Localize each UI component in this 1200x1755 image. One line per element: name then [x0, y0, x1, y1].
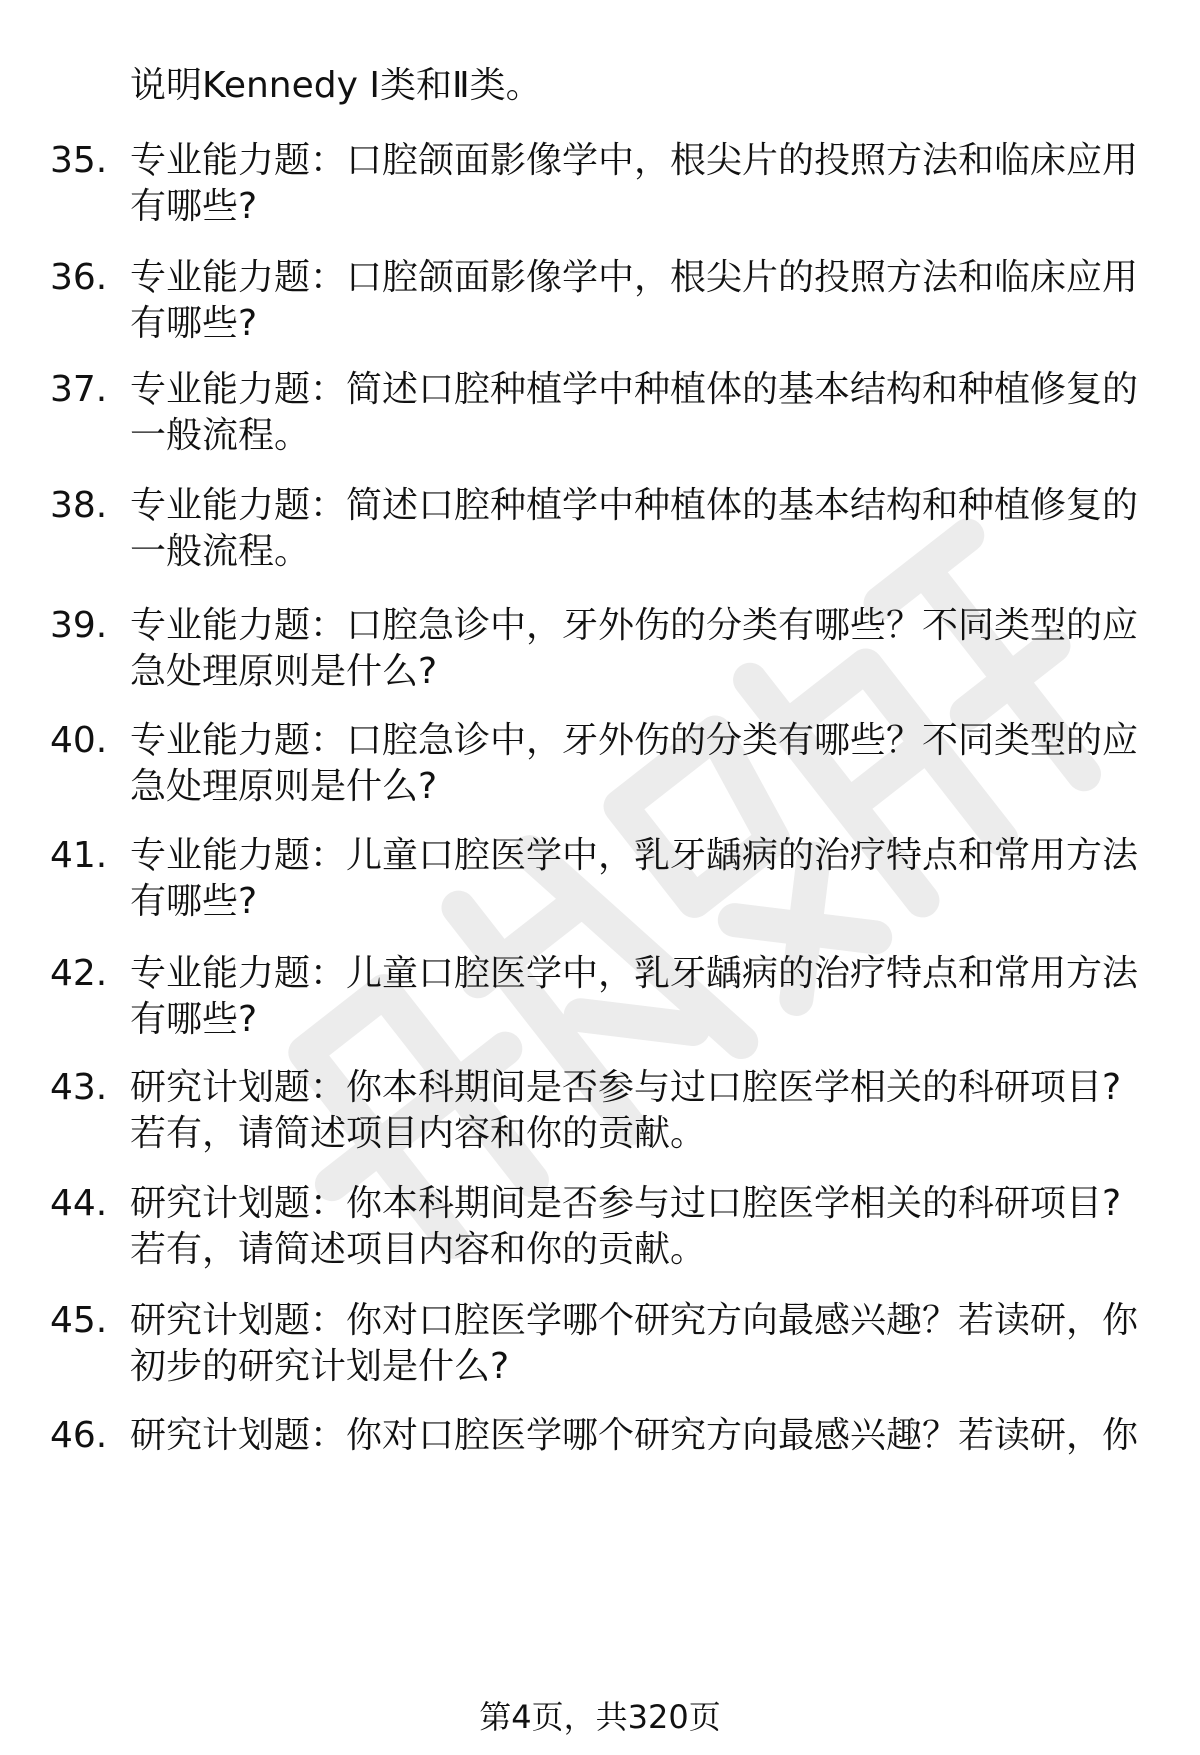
continuation-line: 说明Kennedy Ⅰ类和Ⅱ类。	[130, 65, 542, 106]
question-text-line1: 研究计划题：你对口腔医学哪个研究方向最感兴趣？若读研，你	[130, 1300, 1139, 1341]
question-text-line1: 研究计划题：你本科期间是否参与过口腔医学相关的科研项目?	[130, 1183, 1122, 1224]
question-number: 36.	[50, 257, 108, 298]
question-text-line1: 专业能力题：简述口腔种植学中种植体的基本结构和种植修复的	[130, 485, 1139, 526]
question-item	[0, 135, 1200, 239]
question-number: 46.	[50, 1415, 108, 1456]
question-text-line1: 研究计划题：你对口腔医学哪个研究方向最感兴趣？若读研，你	[130, 1415, 1139, 1456]
question-text-line2: 一般流程。	[130, 531, 311, 572]
question-text-line1: 研究计划题：你本科期间是否参与过口腔医学相关的科研项目?	[130, 1067, 1122, 1108]
question-item	[0, 1295, 1200, 1399]
question-item	[0, 480, 1200, 584]
question-number: 42.	[50, 953, 108, 994]
question-number: 35.	[50, 140, 108, 181]
question-item	[0, 1410, 1200, 1514]
question-text-line2: 急处理原则是什么?	[130, 766, 438, 807]
question-text-line1: 专业能力题：口腔颌面影像学中，根尖片的投照方法和临床应用	[130, 257, 1139, 298]
question-number: 40.	[50, 720, 108, 761]
question-number: 41.	[50, 835, 108, 876]
question-text-line1: 专业能力题：口腔颌面影像学中，根尖片的投照方法和临床应用	[130, 140, 1139, 181]
question-text-line1: 专业能力题：儿童口腔医学中，乳牙龋病的治疗特点和常用方法	[130, 953, 1139, 994]
question-text-line1: 专业能力题：口腔急诊中，牙外伤的分类有哪些？不同类型的应	[130, 720, 1139, 761]
question-item	[0, 715, 1200, 819]
question-number: 45.	[50, 1300, 108, 1341]
question-text-line2: 一般流程。	[130, 415, 311, 456]
question-number: 37.	[50, 369, 108, 410]
question-number: 39.	[50, 605, 108, 646]
question-item	[0, 364, 1200, 468]
question-text-line1: 专业能力题：儿童口腔医学中，乳牙龋病的治疗特点和常用方法	[130, 835, 1139, 876]
question-text-line2: 若有，请简述项目内容和你的贡献。	[130, 1113, 707, 1154]
question-text-line2: 有哪些?	[130, 881, 258, 922]
question-number: 44.	[50, 1183, 108, 1224]
question-text-line2: 有哪些?	[130, 999, 258, 1040]
question-item	[0, 1062, 1200, 1166]
question-item	[0, 1178, 1200, 1282]
question-text-line2: 有哪些?	[130, 186, 258, 227]
question-number: 38.	[50, 485, 108, 526]
page-number-footer: 第4页，共320页	[479, 1698, 721, 1736]
question-text-line2: 若有，请简述项目内容和你的贡献。	[130, 1229, 707, 1270]
question-text-line2: 急处理原则是什么?	[130, 651, 438, 692]
question-item	[0, 948, 1200, 1052]
question-item	[0, 252, 1200, 356]
question-item	[0, 600, 1200, 704]
question-text-line2: 初步的研究计划是什么?	[130, 1346, 510, 1387]
question-text-line1: 专业能力题：简述口腔种植学中种植体的基本结构和种植修复的	[130, 369, 1139, 410]
question-text-line1: 专业能力题：口腔急诊中，牙外伤的分类有哪些？不同类型的应	[130, 605, 1139, 646]
question-text-line2: 有哪些?	[130, 303, 258, 344]
question-number: 43.	[50, 1067, 108, 1108]
question-item	[0, 830, 1200, 934]
